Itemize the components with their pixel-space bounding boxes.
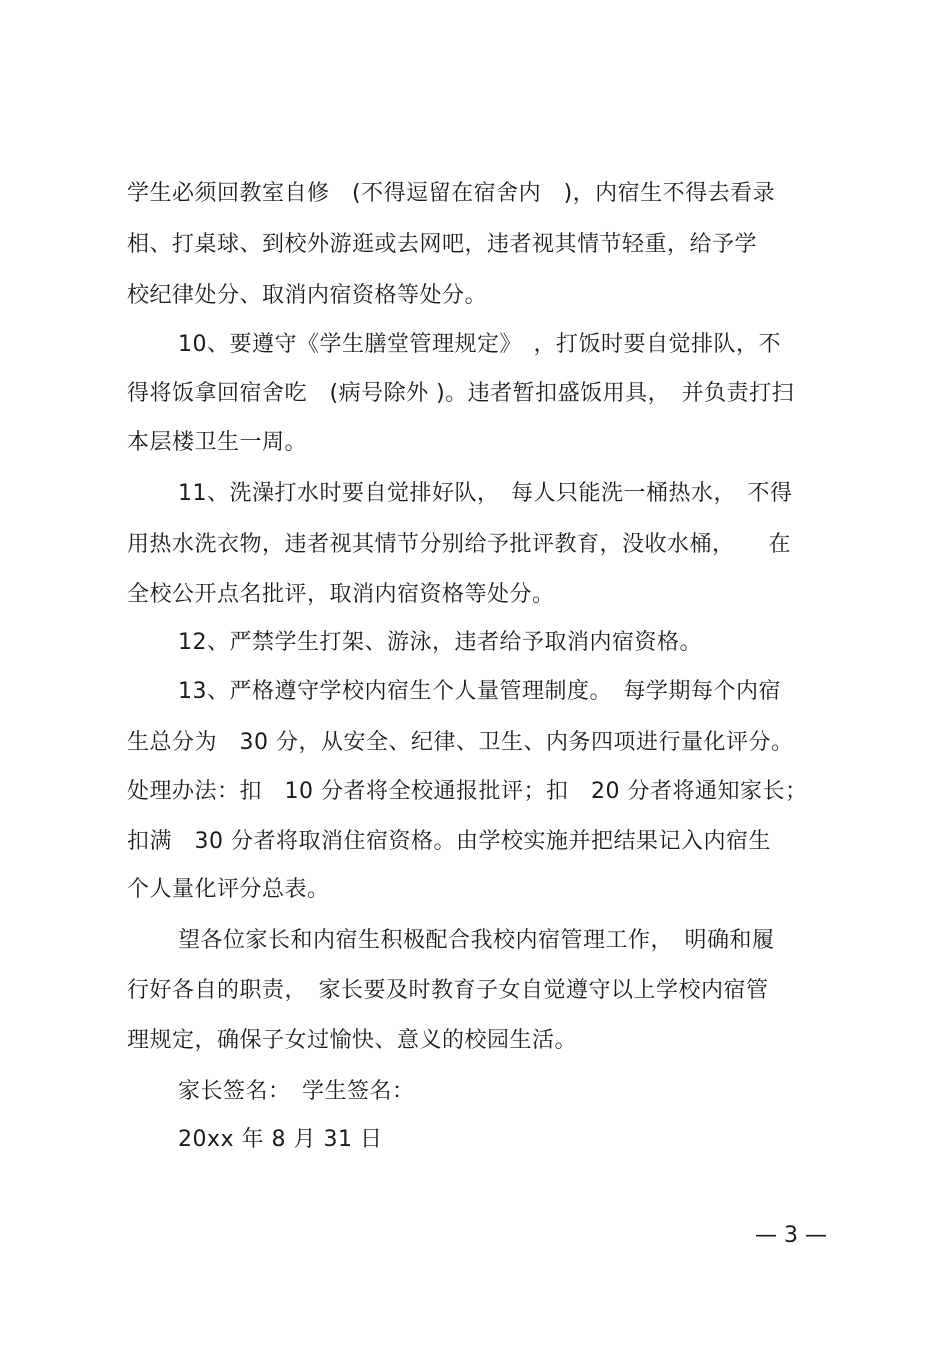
text-line: 12、严禁学生打架、游泳，违者给予取消内宿资格。 <box>178 630 702 655</box>
text-line: 校纪律处分、取消内宿资格等处分。 <box>127 283 488 308</box>
text-line: 个人量化评分总表。 <box>127 877 330 902</box>
text-line: 10、要遵守《学生膳堂管理规定》 ，打饭时要自觉排队，不 <box>178 332 781 357</box>
text-line: 全校公开点名批评，取消内宿资格等处分。 <box>127 582 555 607</box>
text-line: 望各位家长和内宿生积极配合我校内宿管理工作， 明确和履 <box>178 928 775 953</box>
text-line: 学生必须回教室自修 (不得逗留在宿舍内 )，内宿生不得去看录 <box>127 181 776 206</box>
text-line: 生总分为 30 分，从安全、纪律、卫生、内务四项进行量化评分。 <box>127 730 794 755</box>
text-line: 行好各自的职责， 家长要及时教育子女自觉遵守以上学校内宿管 <box>127 978 769 1003</box>
text-line: 扣满 30 分者将取消住宿资格。由学校实施并把结果记入内宿生 <box>127 829 771 854</box>
text-line: 相、打桌球、到校外游逛或去网吧，违者视其情节轻重，给予学 <box>127 232 758 257</box>
date-line: 20xx 年 8 月 31 日 <box>178 1127 383 1152</box>
text-line: 13、严格遵守学校内宿生个人量管理制度。 每学期每个内宿 <box>178 679 781 704</box>
text-line: 理规定，确保子女过愉快、意义的校园生活。 <box>127 1028 578 1053</box>
page-number: — 3 — <box>755 1223 827 1248</box>
text-line: 处理办法：扣 10 分者将全校通报批评；扣 20 分者将通知家长； <box>127 779 808 804</box>
text-line: 本层楼卫生一周。 <box>127 430 308 455</box>
text-line: 得将饭拿回宿舍吃 (病号除外 )。违者暂扣盛饭用具， 并负责打扫 <box>127 381 795 406</box>
text-line: 用热水洗衣物，违者视其情节分别给予批评教育，没收水桶， 在 <box>127 532 792 557</box>
signature-line: 家长签名： 学生签名： <box>178 1079 415 1104</box>
text-line: 11、洗澡打水时要自觉排好队， 每人只能洗一桶热水， 不得 <box>178 481 793 506</box>
